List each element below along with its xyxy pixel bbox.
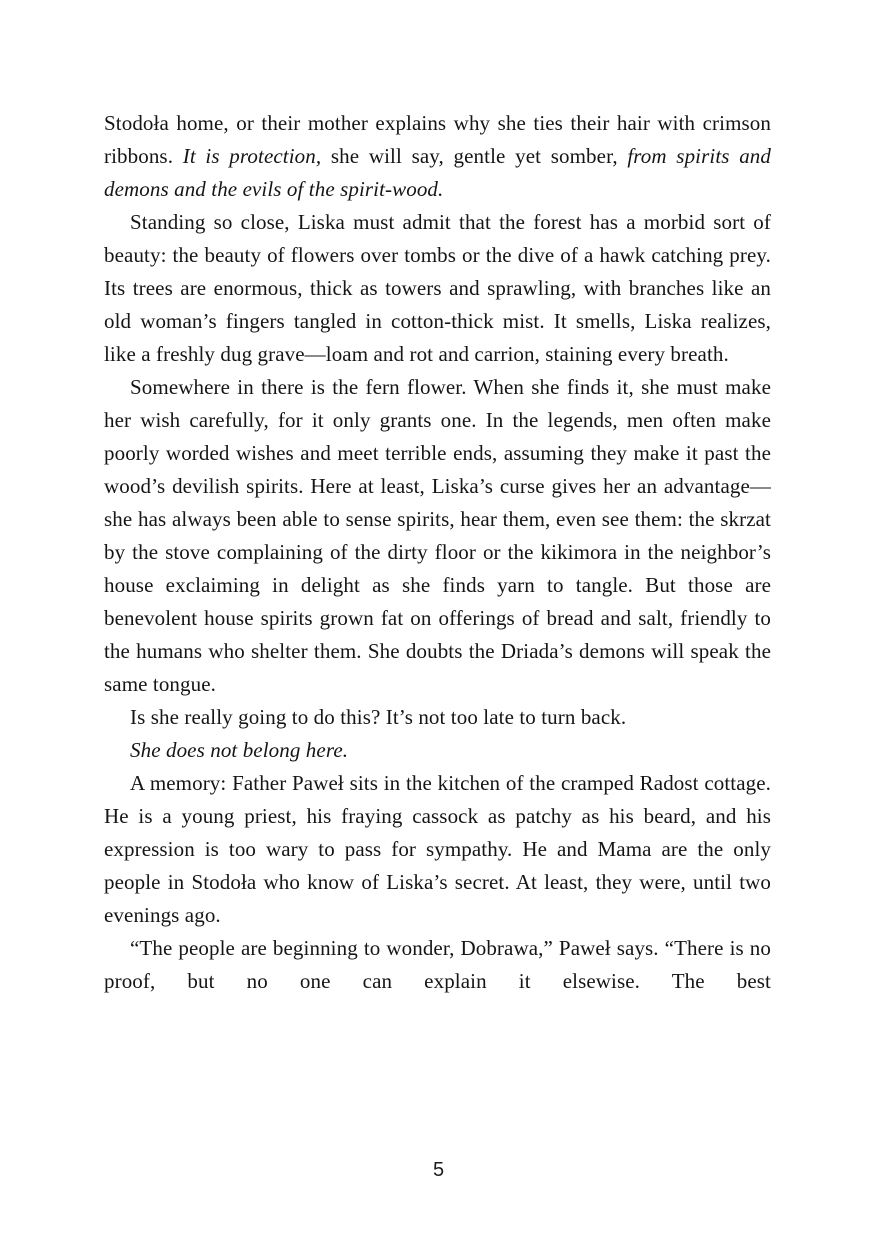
paragraph [104,734,771,767]
text-run: Standing so close, Liska must admit that the forest has a morbid sort of beauty: the beauty of flowers over tombs or the dive of a hawk catching prey. Its trees are enormous, thick as towers and sprawling, with branches like an old woman’s fingers tangled in cotton-thick mist. It smells, Liska realizes, like a freshly dug grave—loam and rot and carrion, staining every breath. [104,210,771,366]
page-number: 5 [432,1159,445,1181]
text-run: she will say, gentle yet somber, [321,144,628,168]
paragraph [104,206,771,371]
text-run: A memory: Father Paweł sits in the kitchen of the cramped Radost cottage. He is a young priest, his fraying cassock as patchy as his beard, and his expression is too wary to pass for sympathy. He and Mama are the only people in Stodoła who know of Liska’s secret. At least, they were, until two evenings ago. [104,771,771,927]
italic-text-run: She does not belong here. [130,738,349,762]
paragraph [104,701,771,734]
paragraph [104,767,771,932]
body-text [104,107,771,998]
paragraph [104,371,771,701]
italic-text-run: from spirits and demons and the evils of the spirit-wood. [104,144,772,201]
text-run: Stodoła home, or their mother explains why she ties their hair with crimson ribbons. [104,111,771,168]
text-run: Somewhere in there is the fern flower. When she finds it, she must make her wish carefully, for it only grants one. In the legends, men often make poorly worded wishes and meet terrible ends, assuming they make it past the wood’s devilish spirits. Here at least, Liska’s curse gives her an advantage—she has always been able to sense spirits, hear them, even see them: the skrzat by the stove complaining of the dirty floor or the kikimora in the neighbor’s house exclaiming in delight as she finds yarn to tangle. But those are benevolent house spirits grown fat on offerings of bread and salt, friendly to the humans who shelter them. She doubts the Driada’s demons will speak the same tongue. [104,375,771,696]
paragraph [104,107,771,206]
paragraph [104,932,771,998]
italic-text-run: It is protection, [182,144,322,168]
text-run: Is she really going to do this? It’s not too late to turn back. [130,705,627,729]
text-run: “The people are beginning to wonder, Dobrawa,” Paweł says. “There is no proof, but no one can explain it elsewise. The best [104,936,771,993]
